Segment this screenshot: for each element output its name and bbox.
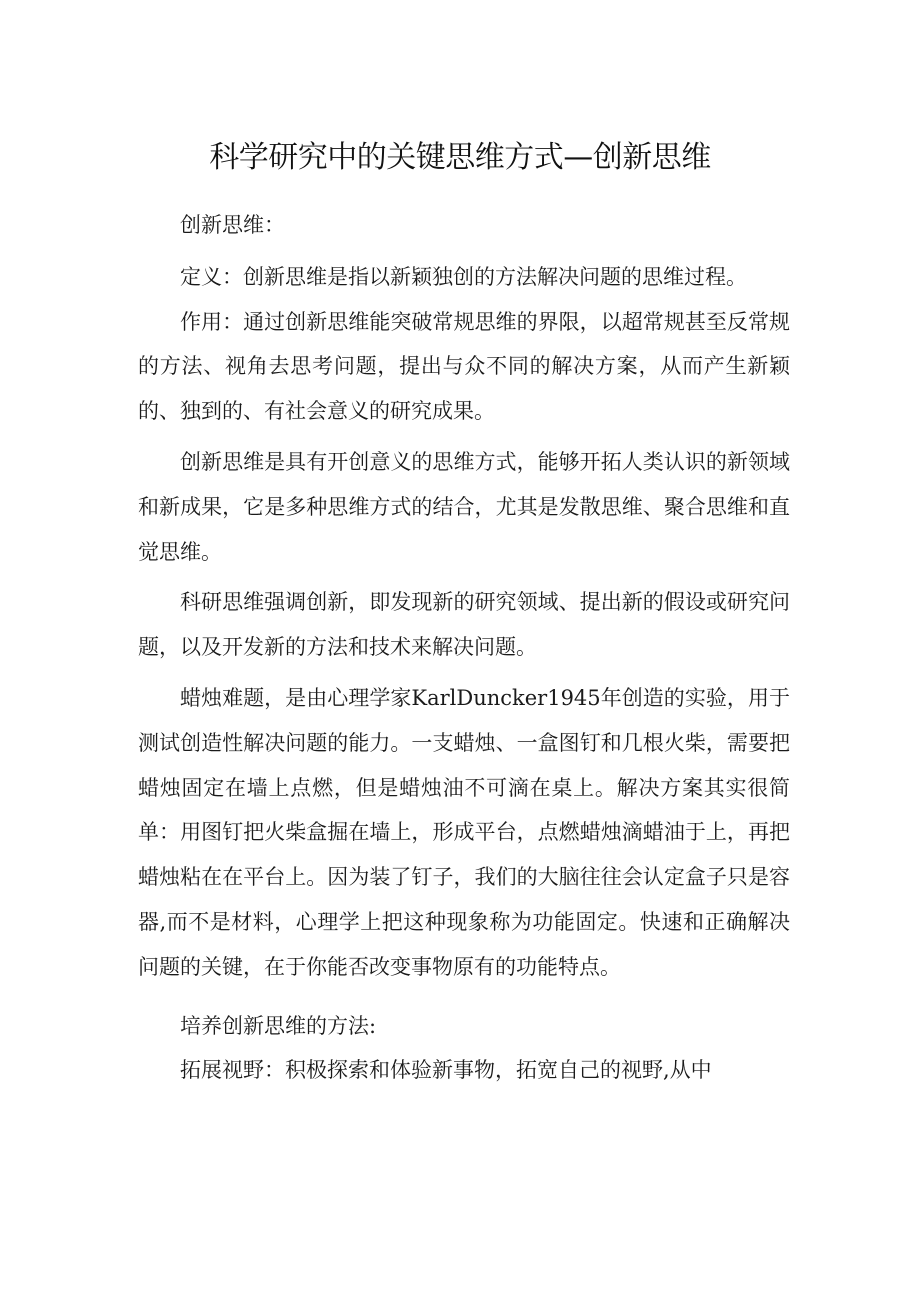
document-body [138,203,790,1093]
paragraph-heading-innovation: 创新思维： [180,213,285,237]
paragraph-methods-heading: 培养创新思维的方法: [180,1013,377,1038]
paragraph-definition: 定义：创新思维是指以新颖独创的方法解决问题的思维过程。 [180,264,747,289]
document-title: 科学研究中的关键思维方式—创新思维 [209,140,711,175]
paragraph-broaden-vision: 拓展视野：积极探索和体验新事物，拓宽自己的视野,从中 [180,1058,712,1083]
paragraph-research-thinking: 科研思维强调创新，即发现新的研究领域、提出新的假设或研究问题，以及开发新的方法和技术来解决问题。 [138,590,790,660]
paragraph-candle-problem: 蜡烛难题，是由心理学家KarlDuncker1945年创造的实验，用于测试创造性解决问题的能力。一支蜡烛、一盒图钉和几根火柴，需要把蜡烛固定在墙上点燃，但是蜡烛油不可滴在桌上。解决方案其实很简单：用图钉把火柴盒掘在墙上，形成平台，点燃蜡烛滴蜡油于上，再把蜡烛粘在在平台上。因为装了钉子，我们的大脑往往会认定盒子只是容器,而不是材料，心理学上把这种现象称为功能固定。快速和正确解决问题的关键，在于你能否改变事物原有的功能特点。 [138,685,790,979]
paragraph-innovative-thinking: 创新思维是具有开创意义的思维方式，能够开拓人类认识的新领域和新成果，它是多种思维方式的结合，尤其是发散思维、聚合思维和直觉思维。 [138,449,790,564]
paragraph-function: 作用：通过创新思维能突破常规思维的界限，以超常规甚至反常规的方法、视角去思考问题，提出与众不同的解决方案，从而产生新颖的、独到的、有社会意义的研究成果。 [138,309,790,424]
